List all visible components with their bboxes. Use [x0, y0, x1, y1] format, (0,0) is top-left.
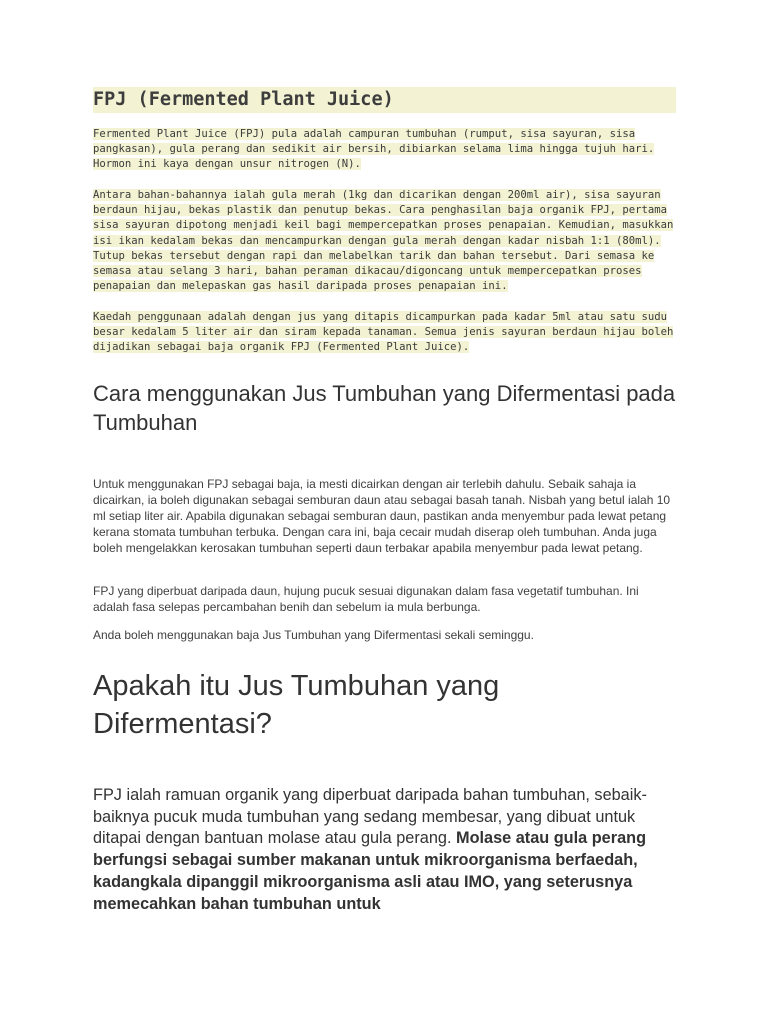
what-section-heading: Apakah itu Jus Tumbuhan yang Difermentasi? — [93, 670, 500, 740]
usage-paragraph-2: FPJ yang diperbuat daripada daun, hujung pucuk sesuai digunakan dalam fasa vegetatif tumbuhan. Ini adalah fasa selepas percambahan benih dan sebelum ia mula berbunga. — [93, 584, 639, 614]
fpj-paragraph-3 — [93, 310, 676, 356]
fpj-paragraph-2-text: Antara bahan-bahannya ialah gula merah (1kg dan dicarikan dengan 200ml air), sisa sayuran berdaun hijau, bekas plastik dan penutup bekas. Cara penghasilan baja organik FPJ, pertama sisa sayuran dipotong menjadi keil bagi mempercepatkan proses penapaian. Kemudian, masukkan isi ikan kedalam bekas dan mencampurkan dengan gula merah dengan kadar nisbah 1:1 (80ml). Tutup bekas tersebut dengan rapi dan melabelkan tarik dan bahan tersebut. Dari semasa ke semasa atau selang 3 hari, bahan peraman dikacau/digoncang untuk mempercepatkan proses penapaian dan melepaskan gas hasil daripada proses penapaian ini. — [93, 189, 674, 293]
usage-section-heading: Cara menggunakan Jus Tumbuhan yang Difermentasi pada Tumbuhan — [93, 381, 676, 435]
fpj-paragraph-2 — [93, 188, 676, 294]
usage-paragraph-1: Untuk menggunakan FPJ sebagai baja, ia mesti dicairkan dengan air terlebih dahulu. Sebaik sahaja ia dicairkan, ia boleh digunakan sebagai semburan daun atau sebagai basah tanah. Nisbah yang betul ialah 10 ml setiap liter air. Apabila digunakan sebagai semburan daun, pastikan anda menyembur pada lewat petang kerana stomata tumbuhan terbuka. Dengan cara ini, baja cecair mudah diserap oleh tumbuhan. Anda juga boleh mengelakkan kerosakan tumbuhan seperti daun terbakar apabila menyembur pada lewat petang. — [93, 477, 671, 555]
usage-paragraph-3: Anda boleh menggunakan baja Jus Tumbuhan yang Difermentasi sekali seminggu. — [93, 628, 534, 642]
what-paragraph — [93, 785, 676, 915]
fpj-paragraph-3-text: Kaedah penggunaan adalah dengan jus yang ditapis dicampurkan pada kadar 5ml atau satu sudu besar kedalam 5 liter air dan siram kepada tanaman. Semua jenis sayuran berdaun hijau boleh dijadikan sebagai baja organik FPJ (Fermented Plant Juice). — [93, 311, 674, 354]
what-paragraph-bold: Molase atau gula perang berfungsi sebagai sumber makanan untuk mikroorganisma berfaedah, kadangkala dipanggil mikroorganisma asli atau IMO, yang seterusnya memecahkan bahan tumbuhan untuk — [93, 829, 647, 913]
fpj-paragraph-1 — [93, 127, 676, 173]
what-paragraph-regular: FPJ ialah ramuan organik yang diperbuat daripada bahan tumbuhan, sebaik-baiknya pucuk muda tumbuhan yang sedang membesar, yang dibuat untuk ditapai dengan bantuan molase atau gula perang. — [93, 786, 647, 848]
fpj-paragraph-1-text: Fermented Plant Juice (FPJ) pula adalah campuran tumbuhan (rumput, sisa sayuran, sisa pangkasan), gula perang dan sedikit air bersih, dibiarkan selama lima hingga tujuh hari. Hormon ini kaya dengan unsur nitrogen (N). — [93, 128, 655, 171]
fpj-section-title: FPJ (Fermented Plant Juice) — [93, 87, 676, 113]
